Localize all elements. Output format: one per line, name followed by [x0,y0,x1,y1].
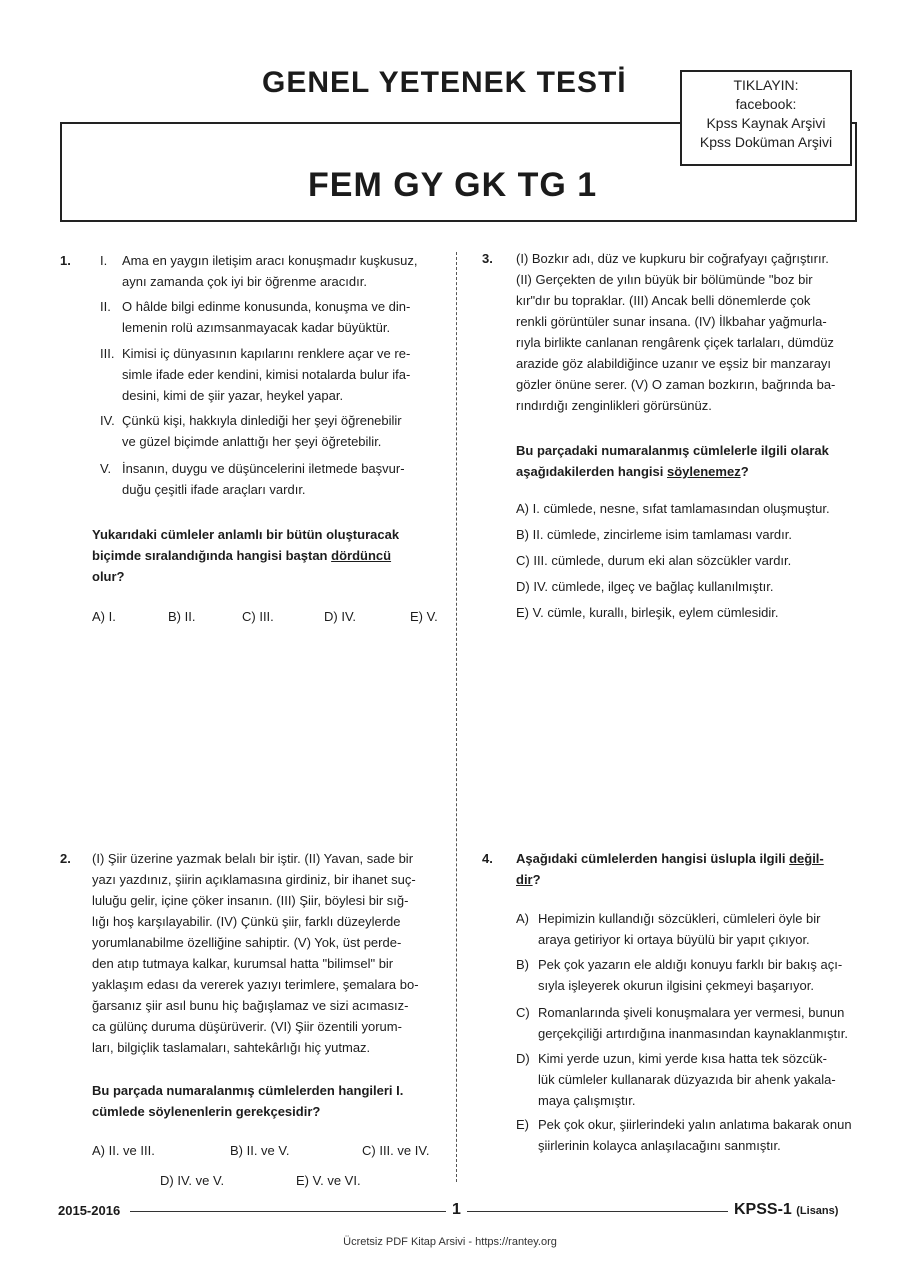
prompt-emphasis: değil- [789,851,824,866]
sentence-line: aynı zamanda çok iyi bir öğrenme aracıdır. [122,274,367,289]
prompt-emphasis: dir [516,872,533,887]
footer-year: 2015-2016 [58,1203,124,1218]
passage-line: arazide göz alabildiğince uzanır ve eşsiz bir manzarayı [516,356,832,371]
answer-option-d[interactable]: D) IV. [324,609,357,624]
promo-line: Kpss Doküman Arşivi [699,134,833,150]
passage-line: luluğu gelir, içine çöker insanın. (III) Şiir, böylesi bir sığ- [92,893,409,908]
answer-option-a[interactable]: A) I. [92,609,116,624]
sentence-line: O hâlde bilgi edinme konusunda, konuşma ve din- [122,299,411,314]
answer-option-b[interactable]: B) II. [168,609,196,624]
option-line: araya getiriyor ki ortaya büyülü bir yapıt çıkıyor. [538,932,810,947]
option-line: Pek çok yazarın ele aldığı konuyu farklı bir bakış açı- [538,957,843,972]
passage-line: yaklaşım edası da vererek yazıyı terimlere, şemalara bo- [92,977,419,992]
prompt-line [516,461,861,482]
promo-line: Kpss Kaynak Arşivi [706,115,826,131]
answer-option-c[interactable]: C) III. [242,609,274,624]
question-1 [60,250,445,624]
sentence-line: Çünkü kişi, hakkıyla dinlediği her şeyi öğrenebilir [122,413,402,428]
passage-line: renkli görüntüler sunar insana. (IV) İlkbahar yağmurla- [516,314,827,329]
prompt-line: olur? [92,569,125,584]
roman-numeral: II. [100,299,111,314]
prompt-text: ? [740,464,749,479]
option-letter: C) [516,1005,530,1020]
option-letter: D) [516,1051,530,1066]
answer-option-b[interactable]: B) II. cümlede, zincirleme isim tamlaması vardır. [516,527,792,542]
passage-line: yazı yazdınız, şiirin açıklamasına girdiniz, bir ihanet suç- [92,872,416,887]
question-number: 1. [60,253,71,268]
answer-option-e[interactable]: E) V. [410,609,438,624]
answer-options [92,1140,437,1190]
prompt-line: Yukarıdaki cümleler anlamlı bir bütün oluşturacak [92,527,400,542]
passage-line: rındırdığı zenginlikleri görürsünüz. [516,398,712,413]
prompt-line [92,545,452,566]
page-title: GENEL YETENEK TESTİ [262,66,627,99]
prompt-line: Bu parçada numaralanmış cümlelerden hangileri I. [92,1083,404,1098]
passage-line: ları, bilgiçlik taslamaları, sahtekârlığı hiç yutmaz. [92,1040,371,1055]
roman-numeral: III. [100,346,115,361]
option-line: Romanlarında şiveli konuşmalara yer vermesi, bunun [538,1005,845,1020]
prompt-text: Aşağıdaki cümlelerden hangisi üslupla ilgili [516,851,790,866]
answer-option-a[interactable] [516,908,861,950]
passage-line: ca gülünç duruma düşürüverir. (VI) Şiir özentili yorum- [92,1019,402,1034]
sentence-line: ve güzel biçimde anlattığı her şeyi öğretebilir. [122,434,382,449]
prompt-emphasis: dördüncü [331,548,392,563]
prompt-text: biçimde sıralandığında hangisi baştan [92,548,332,563]
exam-name: KPSS-1 [734,1201,792,1218]
question-prompt [92,1080,452,1122]
passage-line: rıyla birlikte canlanan rengârenk çiçek tarlaları, dümdüz [516,335,834,350]
credit-link[interactable]: Ücretsiz PDF Kitap Arsivi - https://rantey.org [343,1236,557,1248]
column-divider [456,252,457,1182]
passage-line: kır"dır bu topraklar. (III) Ancak belli dönemlerde çok [516,293,811,308]
question-prompt [516,848,861,890]
passage-line: (I) Şiir üzerine yazmak belalı bir iştir. (II) Yavan, sade bir [92,851,414,866]
question-prompt [92,524,452,587]
roman-numeral: IV. [100,413,115,428]
answer-option-b[interactable] [516,954,861,996]
page-number: 1 [446,1201,467,1219]
prompt-text: aşağıdakilerden hangisi [516,464,667,479]
question-3 [482,248,862,628]
prompt-line [516,848,861,869]
passage-line: ğarsanız şiir asıl bunu hiç bağışlamaz ve sizi acımasız- [92,998,409,1013]
answer-option-c[interactable] [516,1002,861,1044]
answer-option-e[interactable]: E) V. cümle, kurallı, birleşik, eylem cümlesidir. [516,605,779,620]
answer-option-c[interactable]: C) III. ve IV. [362,1143,430,1158]
question-4 [482,848,862,1168]
roman-numeral: V. [100,461,112,476]
question-passage [516,248,861,416]
option-letter: A) [516,911,529,926]
promo-line: facebook: [735,96,797,112]
answer-options [516,496,861,626]
question-number: 2. [60,851,71,866]
answer-option-c[interactable]: C) III. cümlede, durum eki alan sözcükler vardır. [516,553,792,568]
answer-option-d[interactable] [516,1048,861,1111]
passage-line: den atıp tutmaya kalkar, kurumsal hatta "bilimsel" bir [92,956,394,971]
question-passage [92,848,452,1058]
passage-line: gözler önüne serer. (V) O zaman bozkırın, bağrında ba- [516,377,836,392]
sentence-line: duğu çeşitli ifade araçları vardır. [122,482,306,497]
option-line: Pek çok okur, şiirlerindeki yalın anlatıma bakarak onun [538,1117,852,1132]
option-line: maya çalışmıştır. [538,1093,636,1108]
option-letter: E) [516,1117,529,1132]
option-letter: B) [516,957,529,972]
option-line: gerçekçiliği artırdığına inanmasından kaynaklanmıştır. [538,1026,848,1041]
promo-box[interactable] [680,70,852,166]
footer-rule [130,1211,728,1212]
passage-line: (II) Gerçekten de yılın büyük bir bölümünde "boz bir [516,272,813,287]
question-number: 4. [482,851,493,866]
question-prompt [516,440,861,482]
option-line: şiirlerinin kolayca anlaşılacağını sanmıştır. [538,1138,781,1153]
passage-line: lığı hoş karşılayabilir. (IV) Çünkü şiir, farklı düzeylerde [92,914,401,929]
passage-line: (I) Bozkır adı, düz ve kupkuru bir coğrafyayı çağrıştırır. [516,251,829,266]
prompt-line: Bu parçadaki numaralanmış cümlelerle ilgili olarak [516,443,829,458]
exam-level: (Lisans) [796,1205,839,1217]
option-line: lük cümleler kullanarak düzyazıda bir ahenk yakala- [538,1072,836,1087]
test-code-title: FEM GY GK TG 1 [308,166,598,204]
footer-exam [728,1201,838,1219]
sentence-line: simle ifade eder kendini, kimisi notalarda bulur ifa- [122,367,411,382]
prompt-emphasis: söylenemez [667,464,741,479]
question-number: 3. [482,251,493,266]
option-line: sıyla işleyerek okurun ilgisini çekmeyi başarıyor. [538,978,814,993]
option-line: Kimi yerde uzun, kimi yerde kısa hatta tek sözcük- [538,1051,828,1066]
sentence-line: desini, kimi de şiir yazar, heykel yapar. [122,388,344,403]
roman-numeral: I. [100,253,108,268]
answer-option-a[interactable]: A) II. ve III. [92,1143,155,1158]
sentence-line: Kimisi iç dünyasının kapılarını renklere açar ve re- [122,346,411,361]
prompt-line: cümlede söylenenlerin gerekçesidir? [92,1104,321,1119]
option-line: Hepimizin kullandığı sözcükleri, cümleleri öyle bir [538,911,821,926]
sentence-line: Ama en yaygın iletişim aracı konuşmadır kuşkusuz, [122,253,418,268]
passage-line: yorumlanabilme özelliğine sahiptir. (V) Yok, üst perde- [92,935,402,950]
answer-option-a[interactable]: A) I. cümlede, nesne, sıfat tamlamasından oluşmuştur. [516,501,830,516]
promo-line: TIKLAYIN: [733,77,799,93]
question-2 [60,848,445,1188]
answer-option-b[interactable]: B) II. ve V. [230,1143,290,1158]
prompt-text: ? [532,872,541,887]
sentence-line: İnsanın, duygu ve düşüncelerini iletmede başvur- [122,461,405,476]
answer-option-d[interactable]: D) IV. cümlede, ilgeç ve bağlaç kullanılmıştır. [516,579,774,594]
prompt-line [516,869,861,890]
answer-option-e[interactable] [516,1114,861,1156]
answer-option-d[interactable]: D) IV. ve V. [160,1173,225,1188]
sentence-line: lemenin rolü azımsanmayacak kadar büyüktür. [122,320,391,335]
answer-option-e[interactable]: E) V. ve VI. [296,1173,361,1188]
